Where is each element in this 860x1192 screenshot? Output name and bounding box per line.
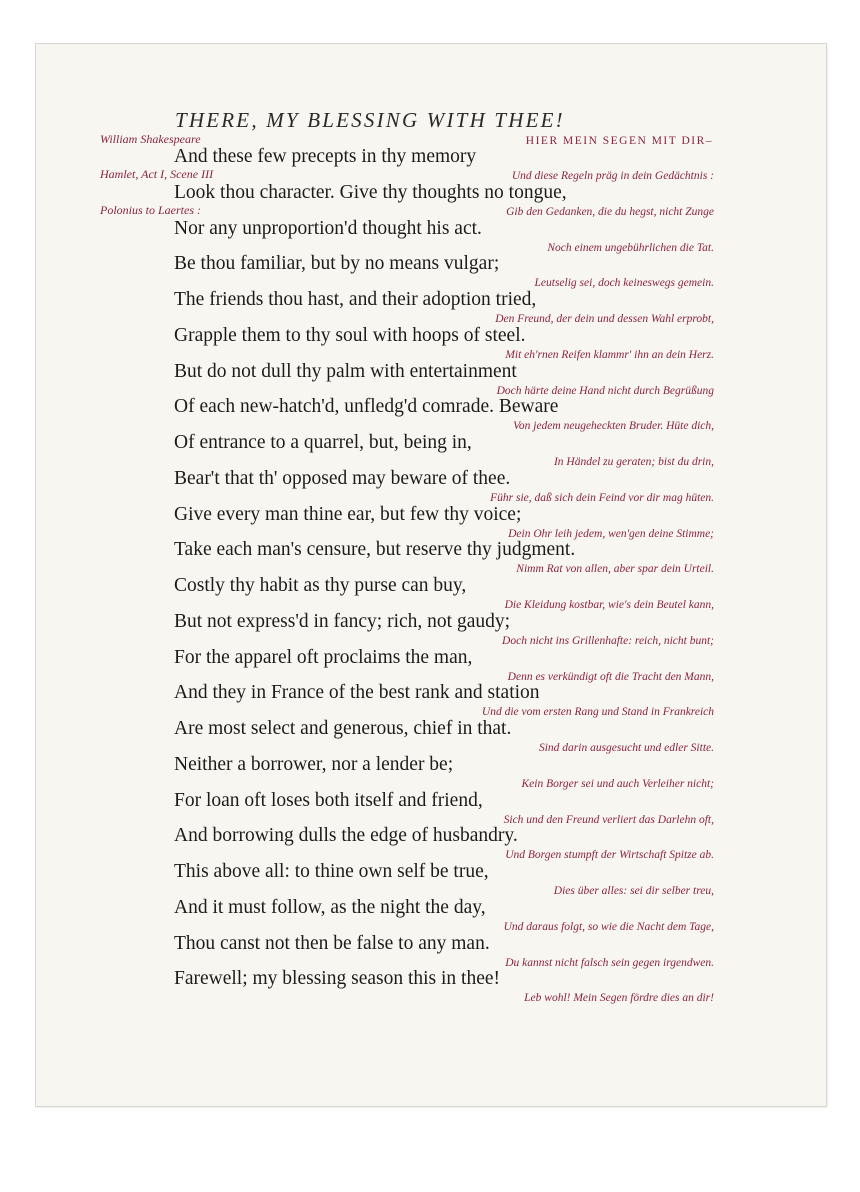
german-line: Von jedem neugeheckten Bruder. Hüte dich, xyxy=(513,420,714,433)
english-line: Costly thy habit as thy purse can buy, xyxy=(174,575,467,596)
english-line: Of entrance to a quarrel, but, being in, xyxy=(174,432,472,453)
speaker-note: Polonius to Laertes : xyxy=(100,203,201,217)
german-line: Noch einem ungebührlichen die Tat. xyxy=(547,241,714,254)
author: William Shakespeare xyxy=(100,132,201,146)
english-line: Grapple them to thy soul with hoops of steel. xyxy=(174,324,526,346)
poem-title: THERE, MY BLESSING WITH THEE! xyxy=(175,108,565,132)
german-line: Leb wohl! Mein Segen fördre dies an dir! xyxy=(524,992,714,1005)
english-line: Give every man thine ear, but few thy voice; xyxy=(174,503,522,525)
german-line: Du kannst nicht falsch sein gegen irgendwen. xyxy=(505,956,714,969)
english-line: And borrowing dulls the edge of husbandry. xyxy=(174,825,518,847)
english-line: But do not dull thy palm with entertainment xyxy=(174,360,517,382)
german-line: Denn es verkündigt oft die Tracht den Mann, xyxy=(507,670,714,683)
german-line: Und daraus folgt, so wie die Nacht dem Tage, xyxy=(503,920,714,933)
english-line: Are most select and generous, chief in that. xyxy=(174,718,512,739)
german-line: Kein Borger sei und auch Verleiher nicht; xyxy=(521,777,714,790)
english-line: Look thou character. Give thy thoughts no tongue, xyxy=(174,181,567,203)
german-line: Dies über alles: sei dir selber treu, xyxy=(553,885,714,897)
german-line: Führ sie, daß sich dein Feind vor dir mag hüten. xyxy=(490,491,714,504)
english-line: Nor any unproportion'd thought his act. xyxy=(174,217,482,239)
english-line: But not express'd in fancy; rich, not gaudy; xyxy=(174,610,511,632)
german-line: Und die vom ersten Rang und Stand in Frankreich xyxy=(481,706,714,719)
english-line: Neither a borrower, nor a lender be; xyxy=(174,753,454,775)
english-line: For the apparel oft proclaims the man, xyxy=(174,646,473,668)
german-line: Und diese Regeln präg in dein Gedächtnis : xyxy=(511,170,714,182)
german-line: Doch härte deine Hand nicht durch Begrüßung xyxy=(496,384,714,397)
english-line: The friends thou hast, and their adoption tried, xyxy=(174,289,537,310)
german-line: Dein Ohr leih jedem, wen'gen deine Stimme; xyxy=(508,527,714,540)
english-line: Thou canst not then be false to any man. xyxy=(174,932,490,954)
english-line: Of each new-hatch'd, unfledg'd comrade. Beware xyxy=(174,396,559,418)
english-line: Take each man's censure, but reserve thy judgment. xyxy=(174,539,576,561)
german-line: Doch nicht ins Grillenhafte: reich, nicht bunt; xyxy=(502,634,714,647)
english-line: For loan oft loses both itself and friend, xyxy=(174,789,483,811)
german-line: Sind darin ausgesucht und edler Sitte. xyxy=(538,742,714,754)
source-work: Hamlet, Act I, Scene III xyxy=(100,167,214,181)
german-line: Den Freund, der dein und dessen Wahl erprobt, xyxy=(495,313,714,325)
german-line: Mit eh'rnen Reifen klammr' ihn an dein Herz. xyxy=(505,348,714,361)
german-title: HIER MEIN SEGEN MIT DIR– xyxy=(525,135,713,147)
german-line: Leutselig sei, doch keineswegs gemein. xyxy=(534,277,714,290)
german-line: Nimm Rat von allen, aber spar dein Urteil. xyxy=(516,563,714,576)
english-line: Farewell; my blessing season this in thee! xyxy=(174,968,501,990)
german-line: Und Borgen stumpft der Wirtschaft Spitze ab. xyxy=(505,849,714,862)
english-line: And it must follow, as the night the day, xyxy=(174,896,486,918)
english-line: This above all: to thine own self be true, xyxy=(174,861,489,882)
english-line: Be thou familiar, but by no means vulgar; xyxy=(174,253,500,275)
german-line: Sich und den Freund verliert das Darlehn oft, xyxy=(503,813,714,826)
english-line: Bear't that th' opposed may beware of thee. xyxy=(174,467,511,489)
german-line: Die Kleidung kostbar, wie's dein Beutel kann, xyxy=(504,599,714,611)
english-line: And these few precepts in thy memory xyxy=(174,146,477,167)
german-line: In Händel zu geraten; bist du drin, xyxy=(553,456,714,468)
german-line: Gib den Gedanken, die du hegst, nicht Zunge xyxy=(506,205,714,218)
english-line: And they in France of the best rank and station xyxy=(174,682,540,704)
